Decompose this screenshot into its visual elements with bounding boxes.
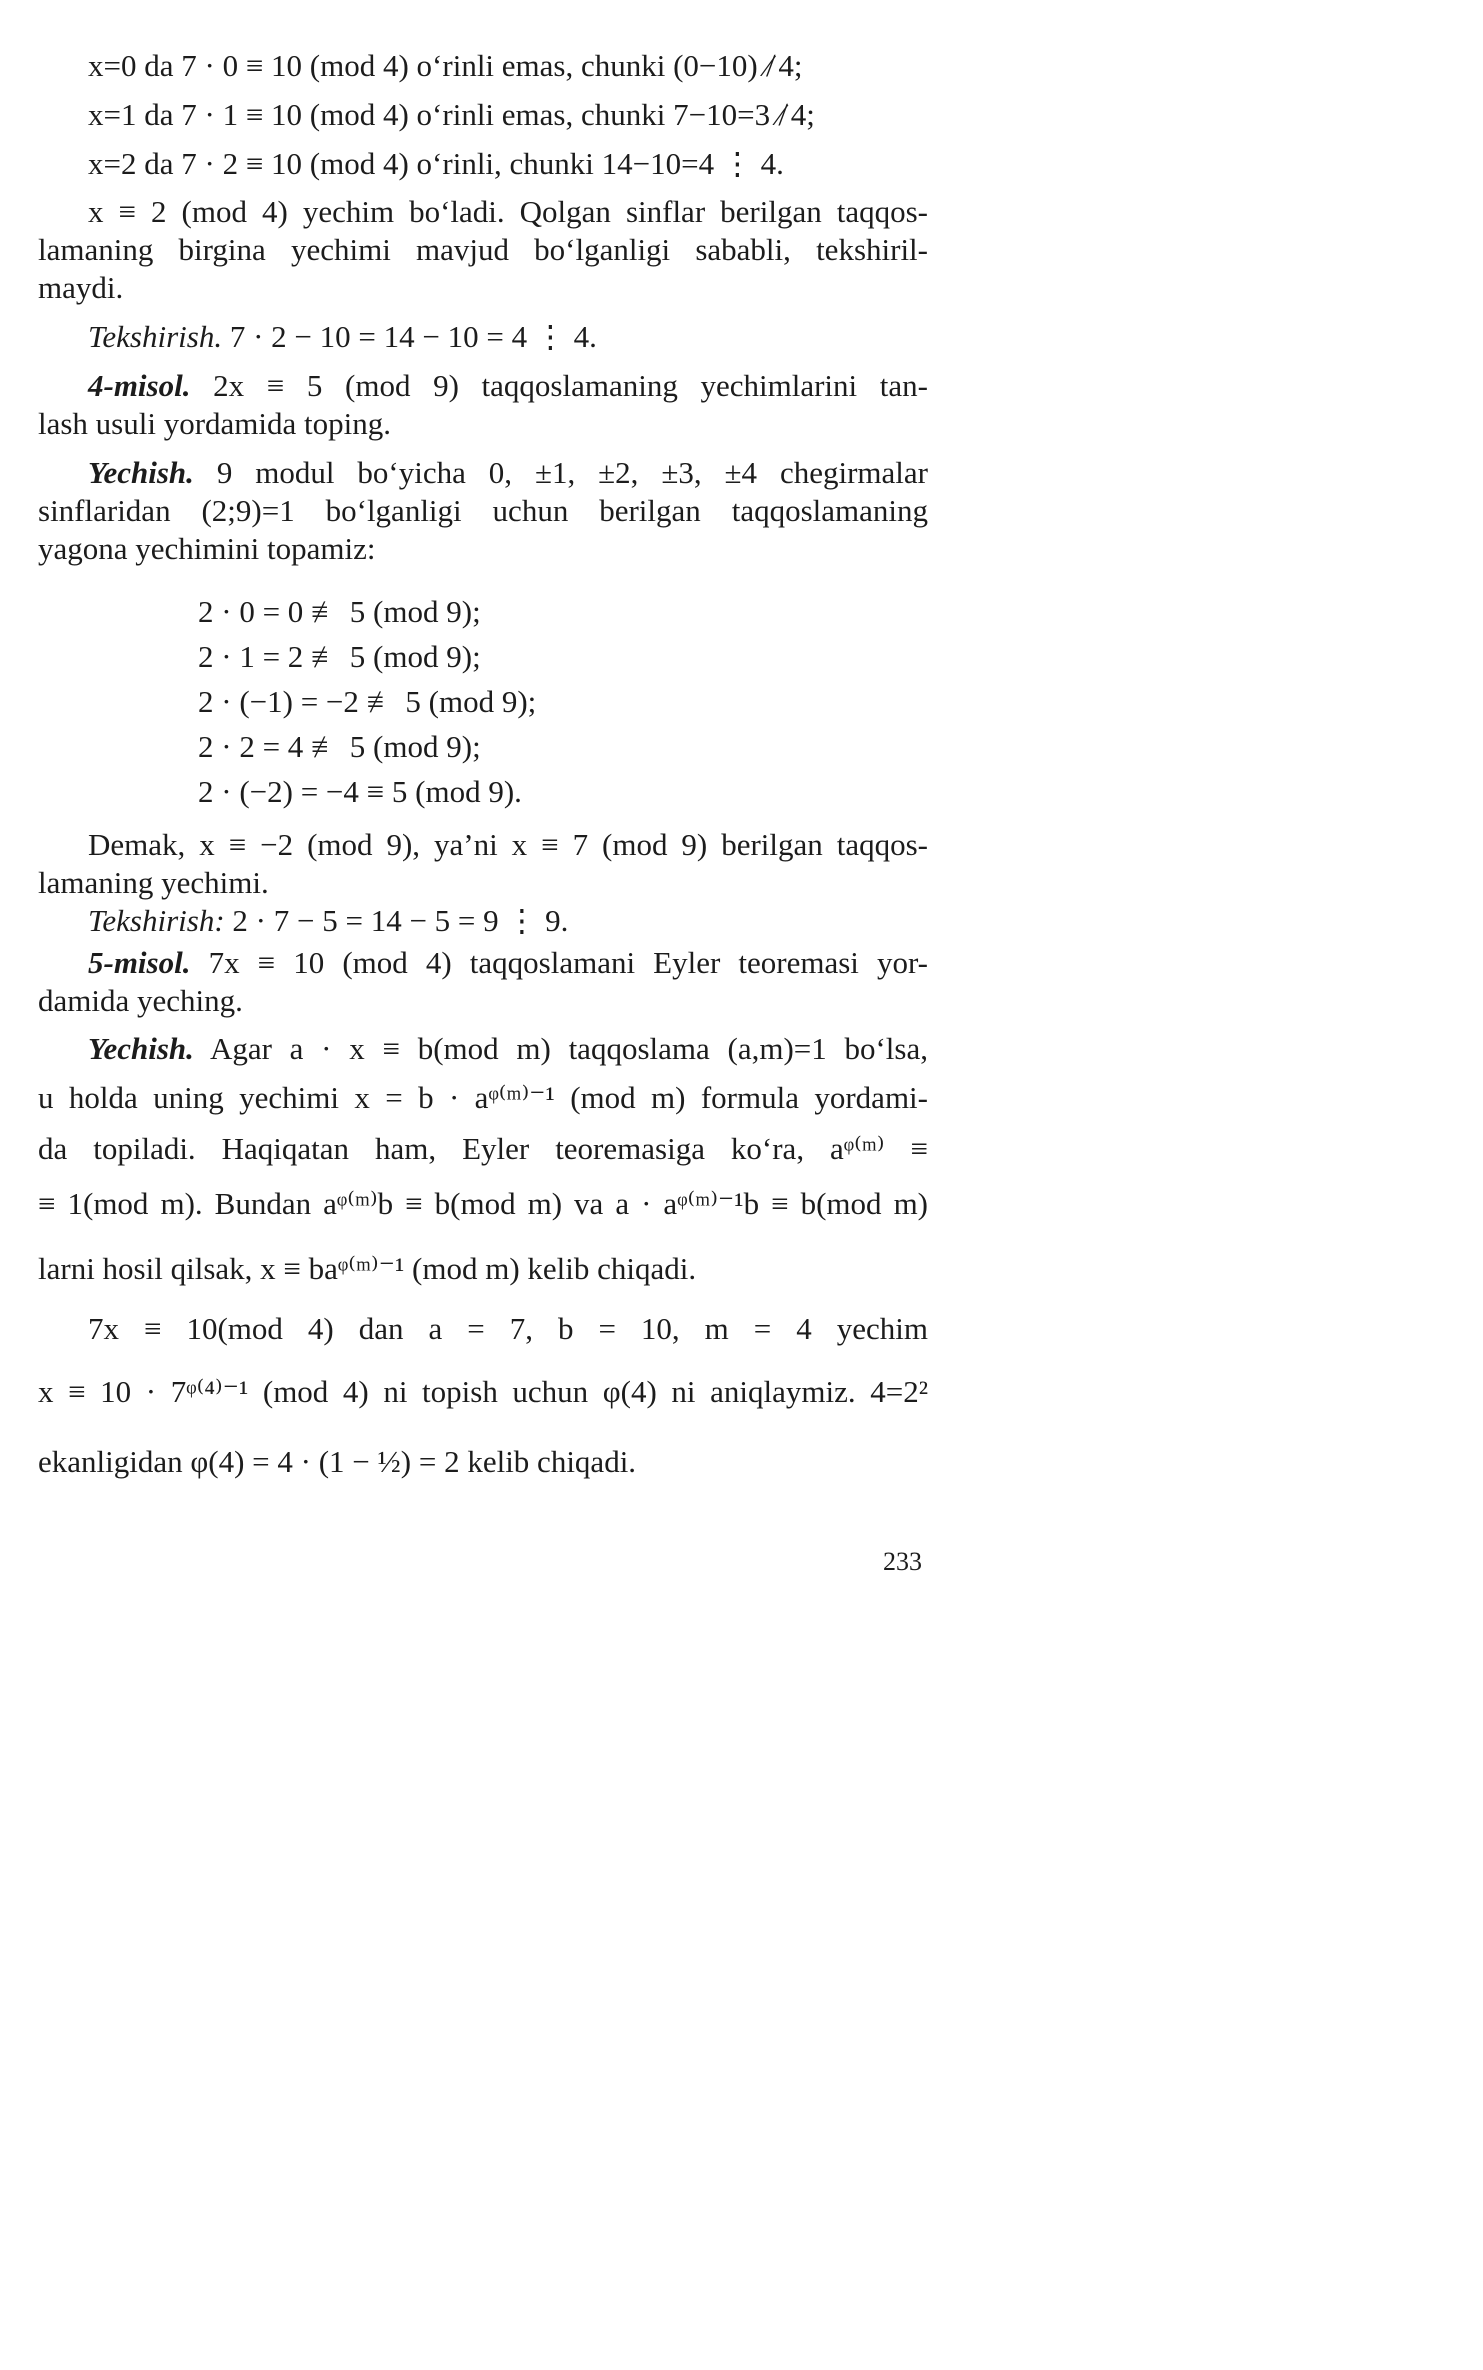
equation-row: 2 · (−2) = −4 ≡ 5 (mod 9).	[198, 774, 522, 809]
check-label: Tekshirish.	[88, 319, 223, 354]
page-number: 233	[883, 1547, 922, 1576]
example-label: 5-misol.	[88, 945, 191, 980]
solution-text: Agar a · x ≡ b(mod m) taqqoslama (a,m)=1 bo‘lsa,	[193, 1031, 928, 1066]
equation-row: 2 · 0 = 0 ≢ 5 (mod 9);	[198, 594, 481, 629]
example-label: 4-misol.	[88, 368, 191, 403]
example-4-heading	[88, 367, 928, 405]
example-text: 2x ≡ 5 (mod 9) taqqoslamaning yechimlarini tan-	[190, 368, 928, 403]
solution-label: Yechish.	[88, 455, 194, 490]
solution-label: Yechish.	[88, 1031, 194, 1066]
paragraph-line: da topiladi. Haqiqatan ham, Eyler teoremasiga ko‘ra, aᵠ⁽ᵐ⁾ ≡	[38, 1131, 928, 1166]
check-label: Tekshirish:	[88, 903, 225, 938]
paragraph-line: damida yeching.	[38, 983, 243, 1018]
line-x2: x=2 da 7 · 2 ≡ 10 (mod 4) o‘rinli, chunki 14−10=4 ⋮ 4.	[88, 146, 784, 181]
example-text: 7x ≡ 10 (mod 4) taqqoslamani Eyler teoremasi yor-	[190, 945, 928, 980]
solution-text: 9 modul bo‘yicha 0, ±1, ±2, ±3, ±4 chegirmalar	[193, 455, 928, 490]
check-line	[88, 318, 978, 356]
equation-row: 2 · 1 = 2 ≢ 5 (mod 9);	[198, 639, 481, 674]
paragraph-line: ekanligidan φ(4) = 4 · (1 − ½) = 2 kelib chiqadi.	[38, 1444, 637, 1479]
paragraph-line: maydi.	[38, 270, 124, 305]
paragraph-line: larni hosil qilsak, x ≡ baᵠ⁽ᵐ⁾⁻¹ (mod m) kelib chiqadi.	[38, 1251, 697, 1286]
paragraph-line: x ≡ 2 (mod 4) yechim bo‘ladi. Qolgan sinflar berilgan taqqos-	[88, 194, 928, 229]
paragraph-line: lash usuli yordamida toping.	[38, 406, 392, 441]
book-page	[0, 0, 1000, 1600]
solution-heading	[88, 1030, 928, 1068]
paragraph-line: ≡ 1(mod m). Bundan aᵠ⁽ᵐ⁾b ≡ b(mod m) va a · aᵠ⁽ᵐ⁾⁻¹b ≡ b(mod m)	[38, 1186, 928, 1221]
line-x0: x=0 da 7 · 0 ≡ 10 (mod 4) o‘rinli emas, chunki (0−10) ⁄̸ 4;	[88, 48, 803, 83]
solution-heading	[88, 454, 928, 492]
paragraph-line: Demak, x ≡ −2 (mod 9), ya’ni x ≡ 7 (mod 9) berilgan taqqos-	[88, 827, 928, 862]
equation-row: 2 · (−1) = −2 ≢ 5 (mod 9);	[198, 684, 537, 719]
paragraph-line: u holda uning yechimi x = b · aᵠ⁽ᵐ⁾⁻¹ (mod m) formula yordami-	[38, 1080, 928, 1115]
check-line	[88, 902, 978, 940]
equation-row: 2 · 2 = 4 ≢ 5 (mod 9);	[198, 729, 481, 764]
paragraph-line: lamaning birgina yechimi mavjud bo‘lganligi sababli, tekshiril-	[38, 232, 928, 267]
paragraph-line: sinflaridan (2;9)=1 bo‘lganligi uchun berilgan taqqoslamaning	[38, 493, 928, 528]
paragraph-line: yagona yechimini topamiz:	[38, 531, 376, 566]
paragraph-line: 7x ≡ 10(mod 4) dan a = 7, b = 10, m = 4 yechim	[88, 1311, 928, 1346]
paragraph-line: lamaning yechimi.	[38, 865, 269, 900]
paragraph-line: x ≡ 10 · 7ᵠ⁽⁴⁾⁻¹ (mod 4) ni topish uchun φ(4) ni aniqlaymiz. 4=2²	[38, 1374, 928, 1409]
check-formula: 2 · 7 − 5 = 14 − 5 = 9 ⋮ 9.	[224, 903, 569, 938]
line-x1: x=1 da 7 · 1 ≡ 10 (mod 4) o‘rinli emas, chunki 7−10=3 ⁄̸ 4;	[88, 97, 815, 132]
check-formula: 7 · 2 − 10 = 14 − 10 = 4 ⋮ 4.	[222, 319, 597, 354]
example-5-heading	[88, 944, 928, 982]
